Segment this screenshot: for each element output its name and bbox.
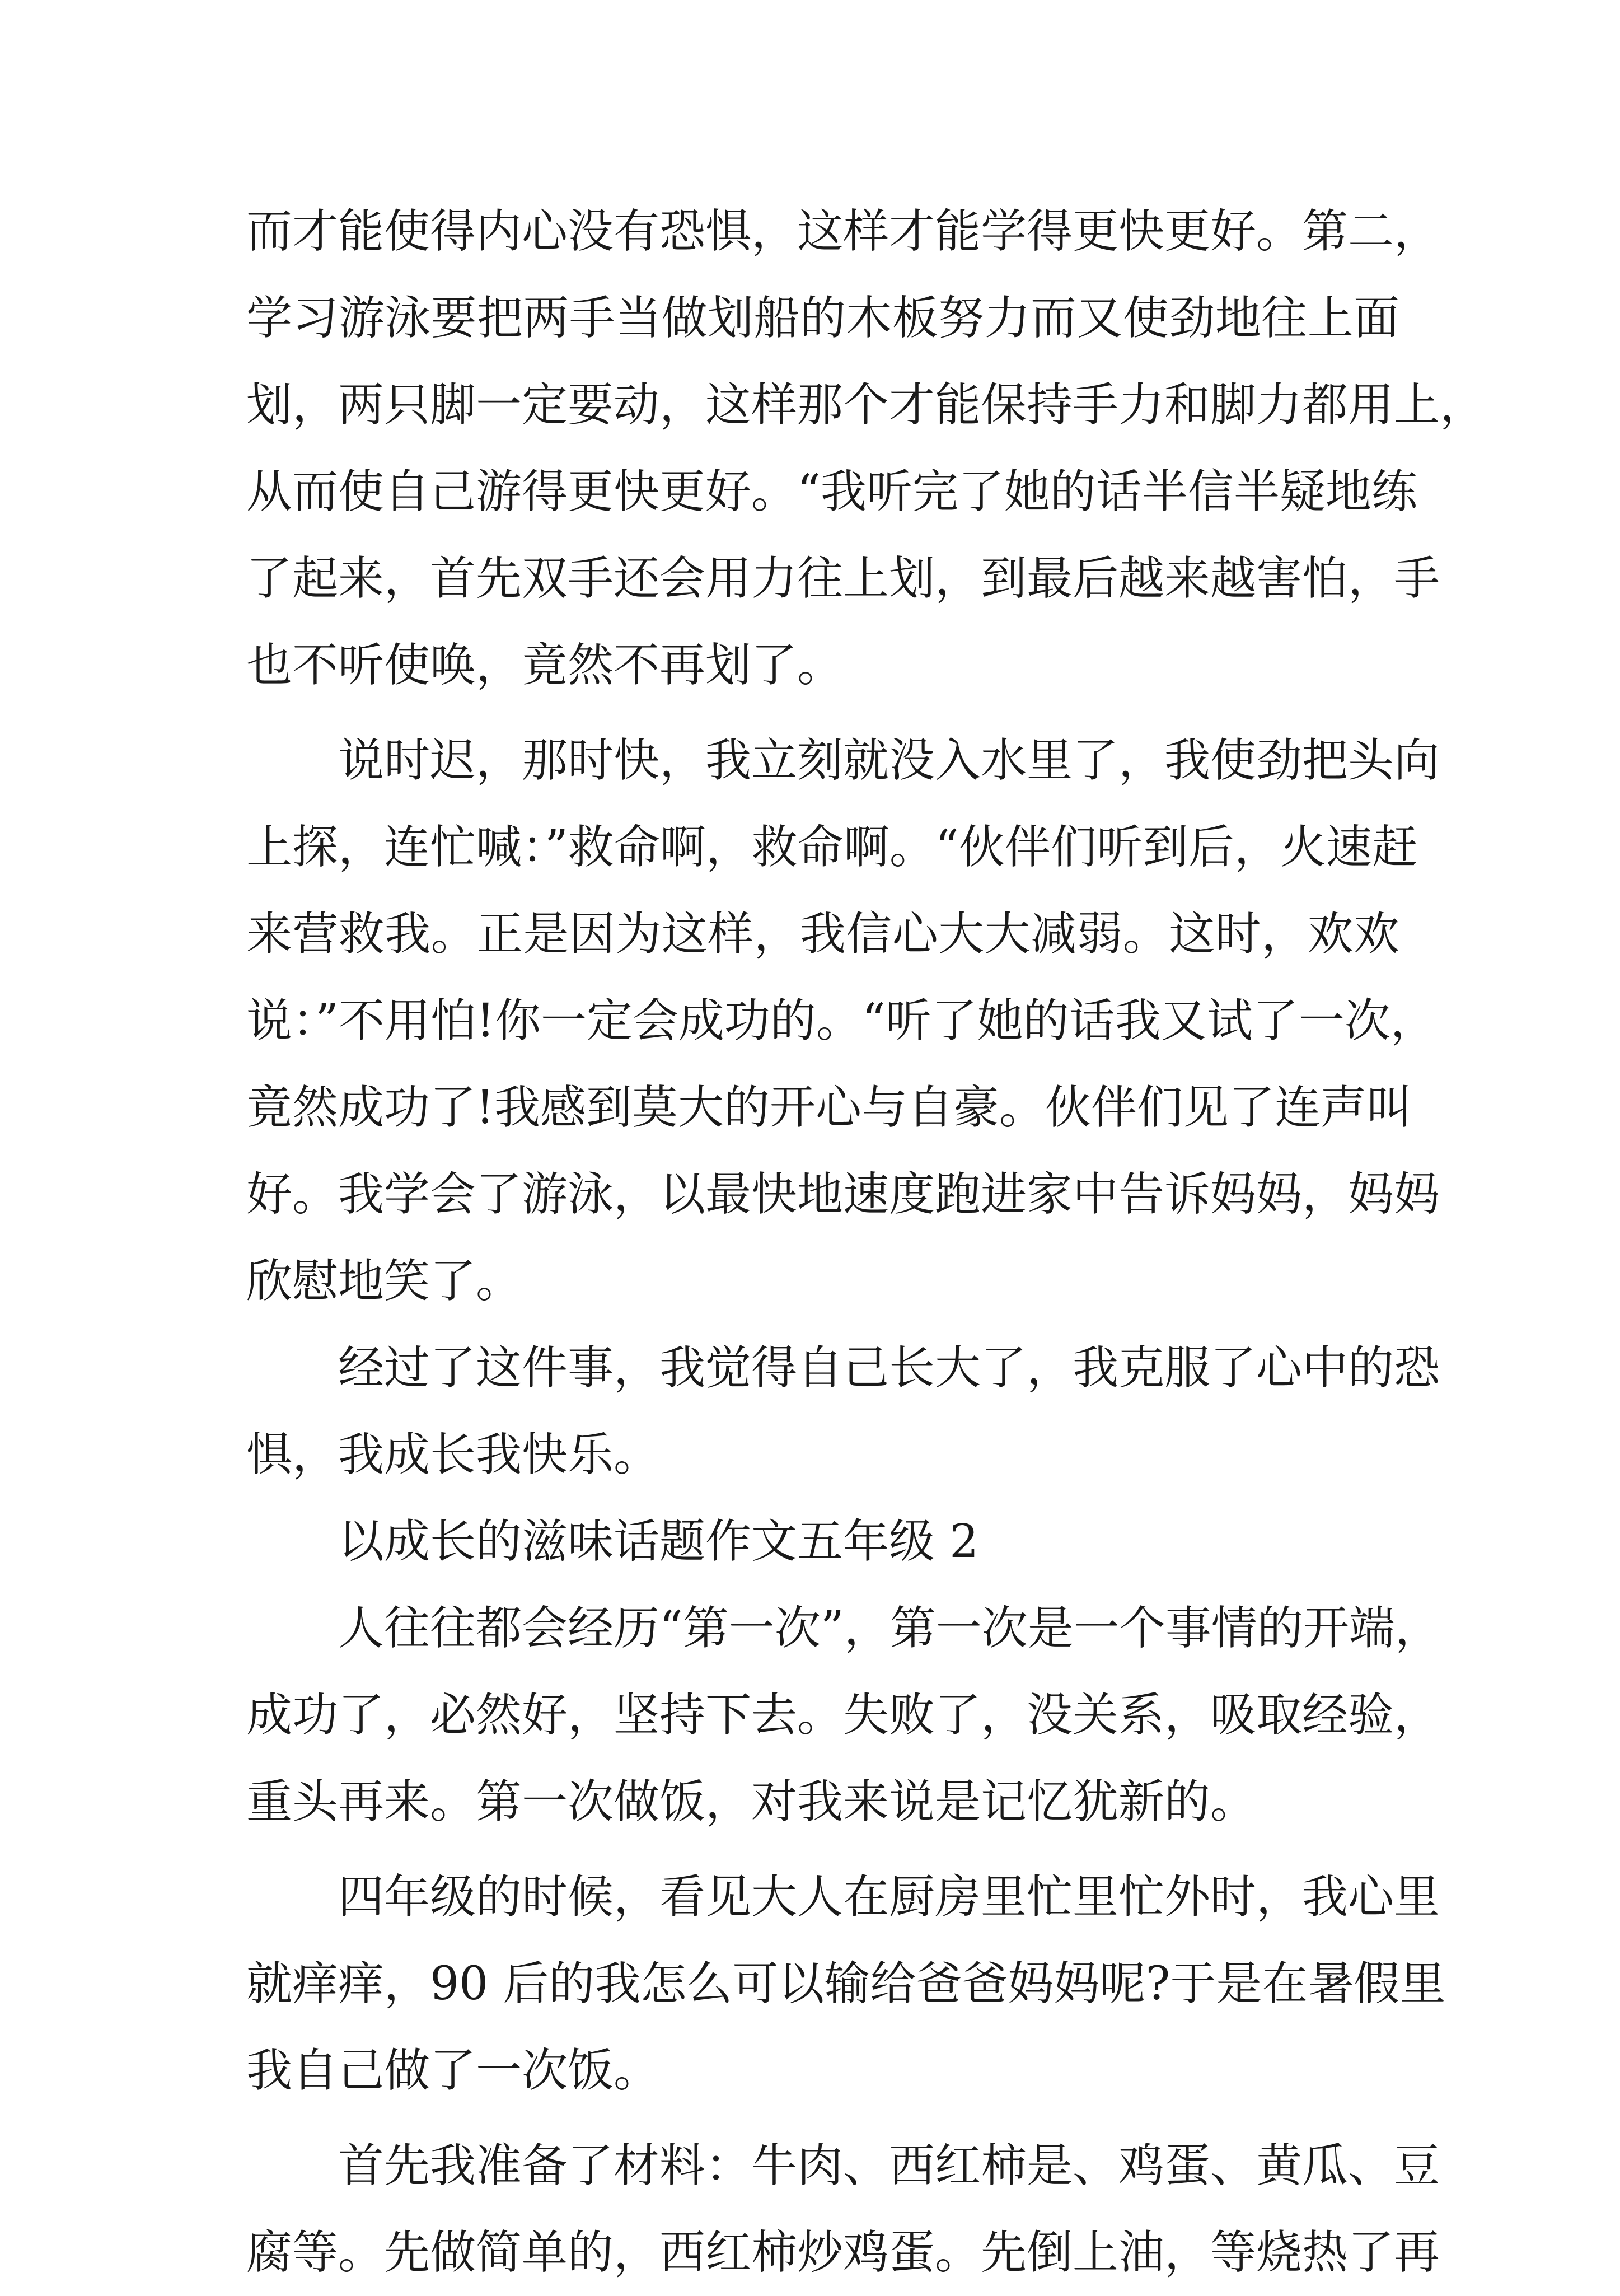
text-line: 说时迟，那时快，我立刻就没入水里了，我使劲把头向 <box>338 734 1440 787</box>
text-line: 学习游泳要把两手当做划船的木板努力而又使劲地往上面 <box>246 292 1399 345</box>
text-line: 上探，连忙喊：”救命啊，救命啊。“伙伴们听到后，火速赶 <box>246 821 1418 874</box>
text-line: 竟然成功了!我感到莫大的开心与自豪。伙伴们见了连声叫 <box>246 1081 1412 1134</box>
text-line: 而才能使得内心没有恐惧，这样才能学得更快更好。第二， <box>246 205 1440 258</box>
essay-body <box>246 188 1486 2296</box>
text-line: 从而使自己游得更快更好。“我听完了她的话半信半疑地练 <box>246 465 1417 518</box>
text-line: 了起来，首先双手还会用力往上划，到最后越来越害怕，手 <box>246 552 1440 605</box>
text-line: 好。我学会了游泳，以最快地速度跑进家中告诉妈妈，妈妈 <box>246 1168 1440 1221</box>
text-line: 首先我准备了材料：牛肉、西红柿是、鸡蛋、黄瓜、豆 <box>338 2139 1440 2192</box>
text-line: 说：”不用怕!你一定会成功的。“听了她的话我又试了一次， <box>246 994 1436 1048</box>
text-line: 欣慰地笑了。 <box>246 1255 522 1308</box>
text-line: 成功了，必然好，坚持下去。失败了，没关系，吸取经验， <box>246 1689 1440 1742</box>
text-line: 人往往都会经历“第一次”，第一次是一个事情的开端， <box>338 1602 1441 1655</box>
text-line: 腐等。先做简单的，西红柿炒鸡蛋。先倒上油，等烧热了再 <box>246 2226 1440 2279</box>
text-line: 经过了这件事，我觉得自己长大了，我克服了心中的恐 <box>338 1341 1440 1395</box>
text-line: 四年级的时候，看见大人在厨房里忙里忙外时，我心里 <box>338 1871 1440 1924</box>
text-line: 来营救我。正是因为这样，我信心大大减弱。这时，欢欢 <box>246 908 1399 961</box>
text-line: 也不听使唤，竟然不再划了。 <box>246 639 844 692</box>
section-title: 以成长的滋味话题作文五年级 2 <box>338 1515 979 1568</box>
text-line: 重头再来。第一次做饭，对我来说是记忆犹新的。 <box>246 1775 1257 1829</box>
text-line: 我自己做了一次饭。 <box>246 2044 660 2097</box>
text-line: 就痒痒，90 后的我怎么可以输给爸爸妈妈呢?于是在暑假里 <box>246 1957 1446 2010</box>
paragraph-gap <box>246 709 1399 717</box>
text-line: 惧，我成长我快乐。 <box>246 1428 660 1481</box>
paragraph-gap <box>246 1845 1399 1854</box>
text-line: 划，两只脚一定要动，这样那个才能保持手力和脚力都用上， <box>246 378 1486 432</box>
paragraph-gap <box>246 2114 1399 2122</box>
